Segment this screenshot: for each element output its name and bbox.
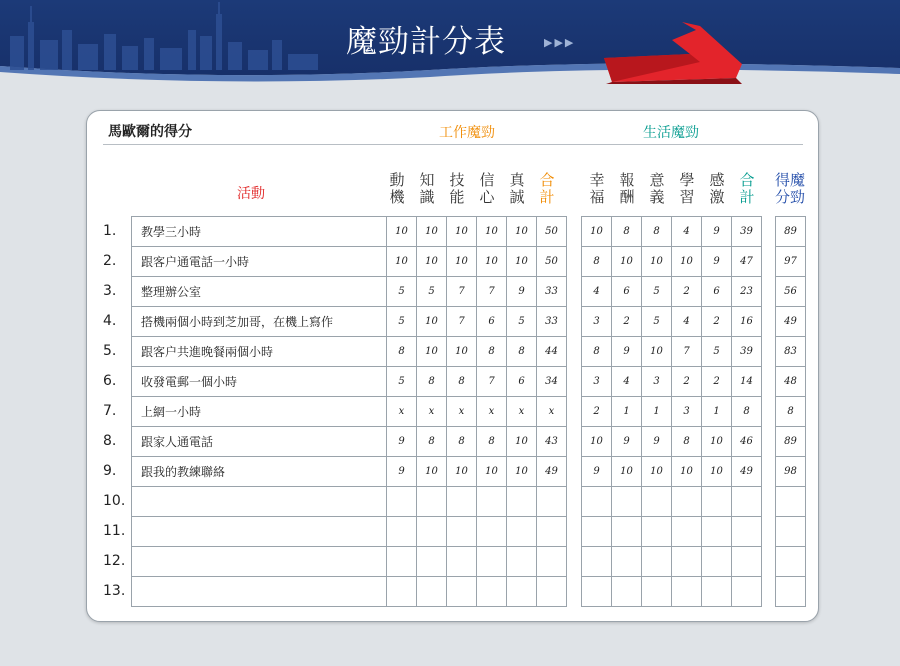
life-score-cell: 10 [582,427,612,457]
life-score-cell: 2 [702,307,732,337]
table-row [776,487,806,517]
work-score-table [131,216,567,607]
life-score-cell: 10 [702,427,732,457]
table-row [776,517,806,547]
table-row [776,457,806,487]
life-score-cell [672,487,702,517]
life-score-cell: 6 [612,277,642,307]
activity-cell [132,547,387,577]
work-score-cell [447,547,477,577]
life-score-cell: 2 [672,277,702,307]
work-score-cell: 10 [417,337,447,367]
total-score-cell [776,547,806,577]
life-col-header [672,172,702,206]
life-score-cell [702,547,732,577]
life-score-cell: 47 [732,247,762,277]
work-score-cell: 10 [387,217,417,247]
life-score-cell: 9 [612,337,642,367]
life-score-cell: 23 [732,277,762,307]
work-col-header-char: 誠 [509,188,525,206]
work-score-cell: 44 [537,337,567,367]
work-score-cell: 10 [447,337,477,367]
work-score-cell: 7 [477,277,507,307]
work-score-cell: 5 [387,307,417,337]
table-row [582,577,762,607]
life-col-header-char: 義 [649,188,665,206]
life-score-cell: 6 [702,277,732,307]
score-col-header [775,172,805,206]
score-col-header-char: 得魔 [775,171,806,189]
life-col-header [612,172,642,206]
work-score-cell: x [507,397,537,427]
work-score-cell: 43 [537,427,567,457]
title-divider [103,144,803,145]
work-score-cell: 7 [447,277,477,307]
life-score-cell: 8 [672,427,702,457]
life-score-cell [582,517,612,547]
life-col-header-char: 福 [589,188,605,206]
work-score-cell: 10 [387,247,417,277]
table-row [776,247,806,277]
work-score-cell: 10 [477,247,507,277]
life-score-cell [702,577,732,607]
life-score-cell [702,517,732,547]
life-score-cell: 3 [672,397,702,427]
work-score-cell: 6 [477,307,507,337]
work-score-cell [417,547,447,577]
work-score-cell: 8 [477,427,507,457]
work-score-cell: 49 [537,457,567,487]
work-score-cell: 6 [507,367,537,397]
work-score-cell: 8 [387,337,417,367]
table-row [582,277,762,307]
table-row [132,307,567,337]
table-row [776,577,806,607]
life-col-header-char: 感 [709,171,725,189]
total-score-cell [776,577,806,607]
table-row [582,217,762,247]
work-col-header [502,172,532,206]
life-score-cell: 4 [672,307,702,337]
table-row [132,277,567,307]
work-score-cell: 7 [477,367,507,397]
life-score-cell: 3 [582,307,612,337]
total-score-cell [776,517,806,547]
work-score-cell: 9 [387,457,417,487]
life-score-cell: 4 [582,277,612,307]
table-row [776,307,806,337]
row-number: 1. [103,223,117,239]
life-score-cell: 4 [612,367,642,397]
work-score-cell: 10 [477,217,507,247]
work-score-cell: 10 [507,247,537,277]
life-score-cell: 10 [642,247,672,277]
table-row [132,577,567,607]
life-score-cell [702,487,732,517]
work-score-cell [537,487,567,517]
work-score-cell [477,487,507,517]
life-col-header-char: 報 [619,171,635,189]
work-score-cell: 8 [417,427,447,457]
life-score-cell [732,577,762,607]
work-score-cell: x [477,397,507,427]
work-col-header-char: 心 [479,188,495,206]
table-row [582,487,762,517]
table-row [776,397,806,427]
work-col-header [472,172,502,206]
work-col-header-char: 合 [539,171,555,189]
life-score-cell: 3 [642,367,672,397]
work-score-cell: 10 [417,307,447,337]
life-score-cell [672,547,702,577]
work-score-cell: 7 [447,307,477,337]
table-row [132,457,567,487]
life-col-header [732,172,762,206]
life-score-cell: 9 [642,427,672,457]
work-score-cell: 9 [507,277,537,307]
work-score-cell [417,517,447,547]
life-score-cell: 5 [642,277,672,307]
table-row [132,397,567,427]
life-col-header-char: 學 [679,171,695,189]
total-score-cell: 89 [776,217,806,247]
row-number: 2. [103,253,117,269]
work-score-cell: 5 [507,307,537,337]
total-score-cell [776,487,806,517]
table-row [132,337,567,367]
card-title: 馬歐爾的得分 [108,124,192,140]
table-row [582,427,762,457]
life-col-header-char: 習 [679,188,695,206]
life-score-cell: 1 [642,397,672,427]
work-score-cell [447,577,477,607]
life-score-cell [642,517,672,547]
life-col-header-char: 幸 [589,171,605,189]
life-score-cell [672,577,702,607]
table-row [132,547,567,577]
work-score-cell [447,487,477,517]
life-score-cell [582,577,612,607]
total-score-table [775,216,806,607]
table-row [776,337,806,367]
life-score-cell: 8 [582,247,612,277]
work-score-cell: 10 [447,247,477,277]
work-score-cell: 8 [447,427,477,457]
work-score-cell: 10 [417,217,447,247]
total-score-cell: 8 [776,397,806,427]
work-score-cell: 8 [417,367,447,397]
work-group-heading: 工作魔勁 [439,125,495,141]
activity-cell: 整理辦公室 [132,277,387,307]
row-number: 5. [103,343,117,359]
life-score-cell [582,547,612,577]
work-col-header-char: 機 [389,188,405,206]
work-score-cell [477,547,507,577]
life-score-cell [732,547,762,577]
table-row [776,277,806,307]
work-score-cell: 33 [537,307,567,337]
activity-cell: 收發電郵一個小時 [132,367,387,397]
life-score-cell: 5 [642,307,672,337]
life-score-cell [582,487,612,517]
work-score-cell [387,517,417,547]
row-number: 12. [103,553,126,569]
activity-cell: 跟客户共進晚餐兩個小時 [132,337,387,367]
work-score-cell: 8 [507,337,537,367]
life-score-cell: 14 [732,367,762,397]
life-score-cell: 8 [732,397,762,427]
life-col-header [582,172,612,206]
work-score-cell: 10 [417,247,447,277]
activity-cell: 跟家人通電話 [132,427,387,457]
work-col-header-char: 知 [419,171,435,189]
life-col-header-char: 合 [739,171,755,189]
total-score-cell: 83 [776,337,806,367]
table-row [132,247,567,277]
table-row [132,367,567,397]
row-number: 11. [103,523,126,539]
work-score-cell: 34 [537,367,567,397]
row-number: 3. [103,283,117,299]
activity-cell: 跟我的教練聯絡 [132,457,387,487]
activity-column-heading: 活動 [237,186,265,202]
life-col-header-char: 酬 [619,188,635,206]
work-score-cell: 10 [507,427,537,457]
work-score-cell [507,547,537,577]
table-row [582,367,762,397]
table-row [582,547,762,577]
life-score-cell: 3 [582,367,612,397]
activity-cell: 跟客户通電話一小時 [132,247,387,277]
total-score-cell: 98 [776,457,806,487]
life-score-cell: 8 [582,337,612,367]
work-score-cell [537,547,567,577]
life-score-cell: 10 [612,457,642,487]
table-row [582,307,762,337]
work-score-cell [537,517,567,547]
work-score-cell: 8 [477,337,507,367]
work-col-header-char: 技 [449,171,465,189]
work-score-cell: x [387,397,417,427]
activity-cell [132,517,387,547]
work-score-cell: x [447,397,477,427]
life-score-cell: 4 [672,217,702,247]
life-score-cell: 7 [672,337,702,367]
work-score-cell [507,517,537,547]
work-col-header-char: 計 [539,188,555,206]
row-number: 9. [103,463,117,479]
life-score-cell [612,547,642,577]
life-score-cell: 10 [702,457,732,487]
life-score-cell [612,487,642,517]
activity-cell: 搭機兩個小時到芝加哥，在機上寫作 [132,307,387,337]
work-score-cell [537,577,567,607]
life-score-cell [612,577,642,607]
total-score-cell: 89 [776,427,806,457]
life-score-cell: 9 [582,457,612,487]
table-row [132,427,567,457]
table-row [582,247,762,277]
life-col-header-char: 意 [649,171,665,189]
life-col-header-char: 計 [739,188,755,206]
work-col-header-char: 動 [389,171,405,189]
life-score-cell: 10 [612,247,642,277]
work-score-cell: 33 [537,277,567,307]
row-number: 4. [103,313,117,329]
life-score-cell [642,577,672,607]
total-score-cell: 56 [776,277,806,307]
total-score-cell: 49 [776,307,806,337]
life-score-cell: 5 [702,337,732,367]
table-row [776,427,806,457]
life-score-cell: 10 [582,217,612,247]
life-col-header-char: 激 [709,188,725,206]
total-score-cell: 48 [776,367,806,397]
table-row [582,337,762,367]
life-score-cell: 10 [642,457,672,487]
life-score-cell [672,517,702,547]
work-score-cell: 9 [387,427,417,457]
row-number: 7. [103,403,117,419]
life-score-cell: 10 [642,337,672,367]
work-score-cell [417,577,447,607]
life-score-cell: 1 [702,397,732,427]
life-score-cell: 8 [642,217,672,247]
life-score-cell [612,517,642,547]
work-score-cell [507,577,537,607]
life-col-header [702,172,732,206]
activity-cell: 上網一小時 [132,397,387,427]
work-score-cell [507,487,537,517]
life-score-cell: 2 [702,367,732,397]
work-score-cell: 5 [417,277,447,307]
work-col-header [382,172,412,206]
work-score-cell [477,577,507,607]
score-card [86,110,819,622]
activity-cell [132,487,387,517]
life-score-cell: 9 [612,427,642,457]
work-col-header-char: 能 [449,188,465,206]
table-row [582,457,762,487]
table-row [776,547,806,577]
work-score-cell [387,547,417,577]
header-arrows: ▶▶▶ [544,36,576,49]
work-score-cell: 10 [507,217,537,247]
work-col-header-char: 信 [479,171,495,189]
life-score-cell: 39 [732,337,762,367]
activity-cell [132,577,387,607]
work-score-cell: 10 [447,217,477,247]
work-score-cell [417,487,447,517]
table-row [776,217,806,247]
life-score-cell: 39 [732,217,762,247]
work-score-cell: 10 [477,457,507,487]
table-row [132,217,567,247]
work-score-cell [387,487,417,517]
table-row [776,367,806,397]
life-col-header [642,172,672,206]
work-score-cell [387,577,417,607]
life-score-cell: 1 [612,397,642,427]
row-number: 6. [103,373,117,389]
life-score-cell: 8 [612,217,642,247]
table-row [582,517,762,547]
work-col-header-char: 真 [509,171,525,189]
work-score-cell: 10 [417,457,447,487]
life-score-cell [642,487,672,517]
life-score-cell: 49 [732,457,762,487]
work-score-cell: 10 [507,457,537,487]
page-title: 魔勁計分表 [346,24,506,60]
life-score-cell [732,517,762,547]
row-number: 13. [103,583,126,599]
work-score-cell [477,517,507,547]
table-row [132,487,567,517]
life-score-cell: 9 [702,217,732,247]
life-score-cell: 2 [612,307,642,337]
total-score-cell: 97 [776,247,806,277]
life-score-cell [732,487,762,517]
life-score-table [581,216,762,607]
life-score-cell: 16 [732,307,762,337]
work-score-cell: x [417,397,447,427]
row-number: 10. [103,493,126,509]
work-col-header-char: 識 [419,188,435,206]
work-score-cell: 50 [537,217,567,247]
life-score-cell: 10 [672,247,702,277]
work-score-cell: 8 [447,367,477,397]
work-score-cell: x [537,397,567,427]
work-score-cell: 5 [387,367,417,397]
life-score-cell: 2 [582,397,612,427]
table-row [132,517,567,547]
work-col-header [412,172,442,206]
work-col-header [532,172,562,206]
score-col-header-char: 分勁 [775,188,806,206]
work-col-header [442,172,472,206]
life-score-cell: 46 [732,427,762,457]
row-number: 8. [103,433,117,449]
life-score-cell [642,547,672,577]
work-score-cell: 5 [387,277,417,307]
activity-cell: 教學三小時 [132,217,387,247]
table-row [582,397,762,427]
work-score-cell: 50 [537,247,567,277]
life-score-cell: 2 [672,367,702,397]
work-score-cell: 10 [447,457,477,487]
life-group-heading: 生活魔勁 [643,125,699,141]
life-score-cell: 10 [672,457,702,487]
life-score-cell: 9 [702,247,732,277]
work-score-cell [447,517,477,547]
